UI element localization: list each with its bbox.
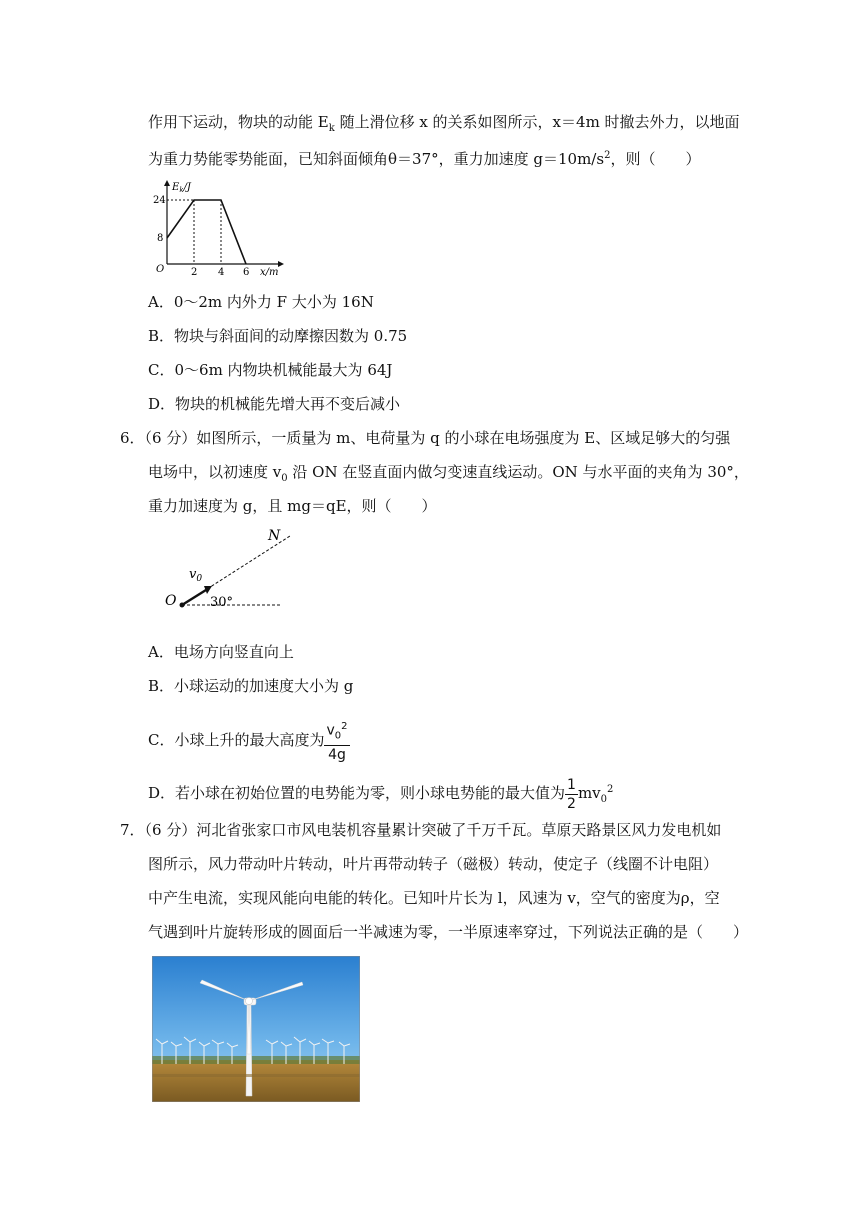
label-O: O — [165, 593, 177, 609]
q6-text-line-3: 重力加速度为 g，且 mg＝qE，则（ ） — [148, 497, 437, 515]
graph-origin: O — [156, 264, 165, 275]
q6-option-a: A．电场方向竖直向上 — [148, 643, 294, 661]
q5-option-c: C．0～6m 内物块机械能最大为 64J — [148, 361, 393, 379]
on-diagram — [160, 524, 295, 614]
label-angle: 30° — [210, 595, 234, 610]
graph-xlabel: x/m — [260, 267, 279, 278]
q6-text-line-2: 电场中，以初速度 $v_0$ 沿 ON 在竖直面内做匀变速直线运动。ON 与水平面的夹角为 30°， — [148, 463, 749, 484]
graph-ytick-24: 24 — [153, 195, 166, 206]
q7-text-line-1: 7．（6 分）河北省张家口市风电装机容量累计突破了千万千瓦。草原天路景区风力发电机如 — [120, 821, 722, 839]
graph-ylabel: $E_k/J$ — [172, 182, 191, 194]
q5-text-line-1: 作用下运动，物块的动能 $E_k$ 随上滑位移 x 的关系如图所示，x＝4m 时撤去外力，以地面 — [148, 113, 740, 134]
q7-text-line-2: 图所示，风力带动叶片转动，叶片再带动转子（磁极）转动，使定子（线圈不计电阻） — [148, 855, 719, 873]
q6-option-c: C．小球上升的最大高度为 $\frac{v_0^2}{4g}$ — [148, 718, 350, 764]
q6-option-d: D．若小球在初始位置的电势能为零，则小球电势能的最大值为 $\frac{1}{2}$ $mv_0^2$ — [148, 776, 614, 812]
graph-xtick-6: 6 — [243, 267, 250, 278]
graph-xtick-2: 2 — [191, 267, 198, 278]
q7-text-line-3: 中产生电流，实现风能向电能的转化。已知叶片长为 l，风速为 v，空气的密度为ρ，空 — [148, 889, 720, 907]
fraction-c: $\frac{v_0^2}{4g}$ — [324, 718, 349, 764]
q7-text-line-4: 气遇到叶片旋转形成的圆面后一半减速为零，一半原速率穿过，下列说法正确的是（ ） — [148, 923, 749, 941]
q5-option-a: A．0～2m 内外力 F 大小为 16N — [148, 293, 374, 311]
ek-x-graph — [150, 178, 290, 278]
q6-text-line-1: 6．（6 分）如图所示，一质量为 m、电荷量为 q 的小球在电场强度为 E、区域足够大的匀强 — [120, 429, 731, 447]
graph-ytick-8: 8 — [157, 233, 164, 244]
label-N: N — [268, 528, 281, 544]
fraction-d: $\frac{1}{2}$ — [567, 776, 576, 812]
q5-option-d: D．物块的机械能先增大再不变后减小 — [148, 395, 401, 413]
graph-xtick-4: 4 — [218, 267, 225, 278]
wind-turbine-photo — [152, 956, 360, 1102]
q6-option-b: B．小球运动的加速度大小为 g — [148, 677, 354, 695]
label-v0: $v_0$ — [189, 567, 203, 584]
q5-option-b: B．物块与斜面间的动摩擦因数为 0.75 — [148, 327, 408, 345]
q5-text-line-2: 为重力势能零势能面，已知斜面倾角θ＝37°，重力加速度 $g=10m/s^2$，则（ ） — [148, 150, 701, 168]
